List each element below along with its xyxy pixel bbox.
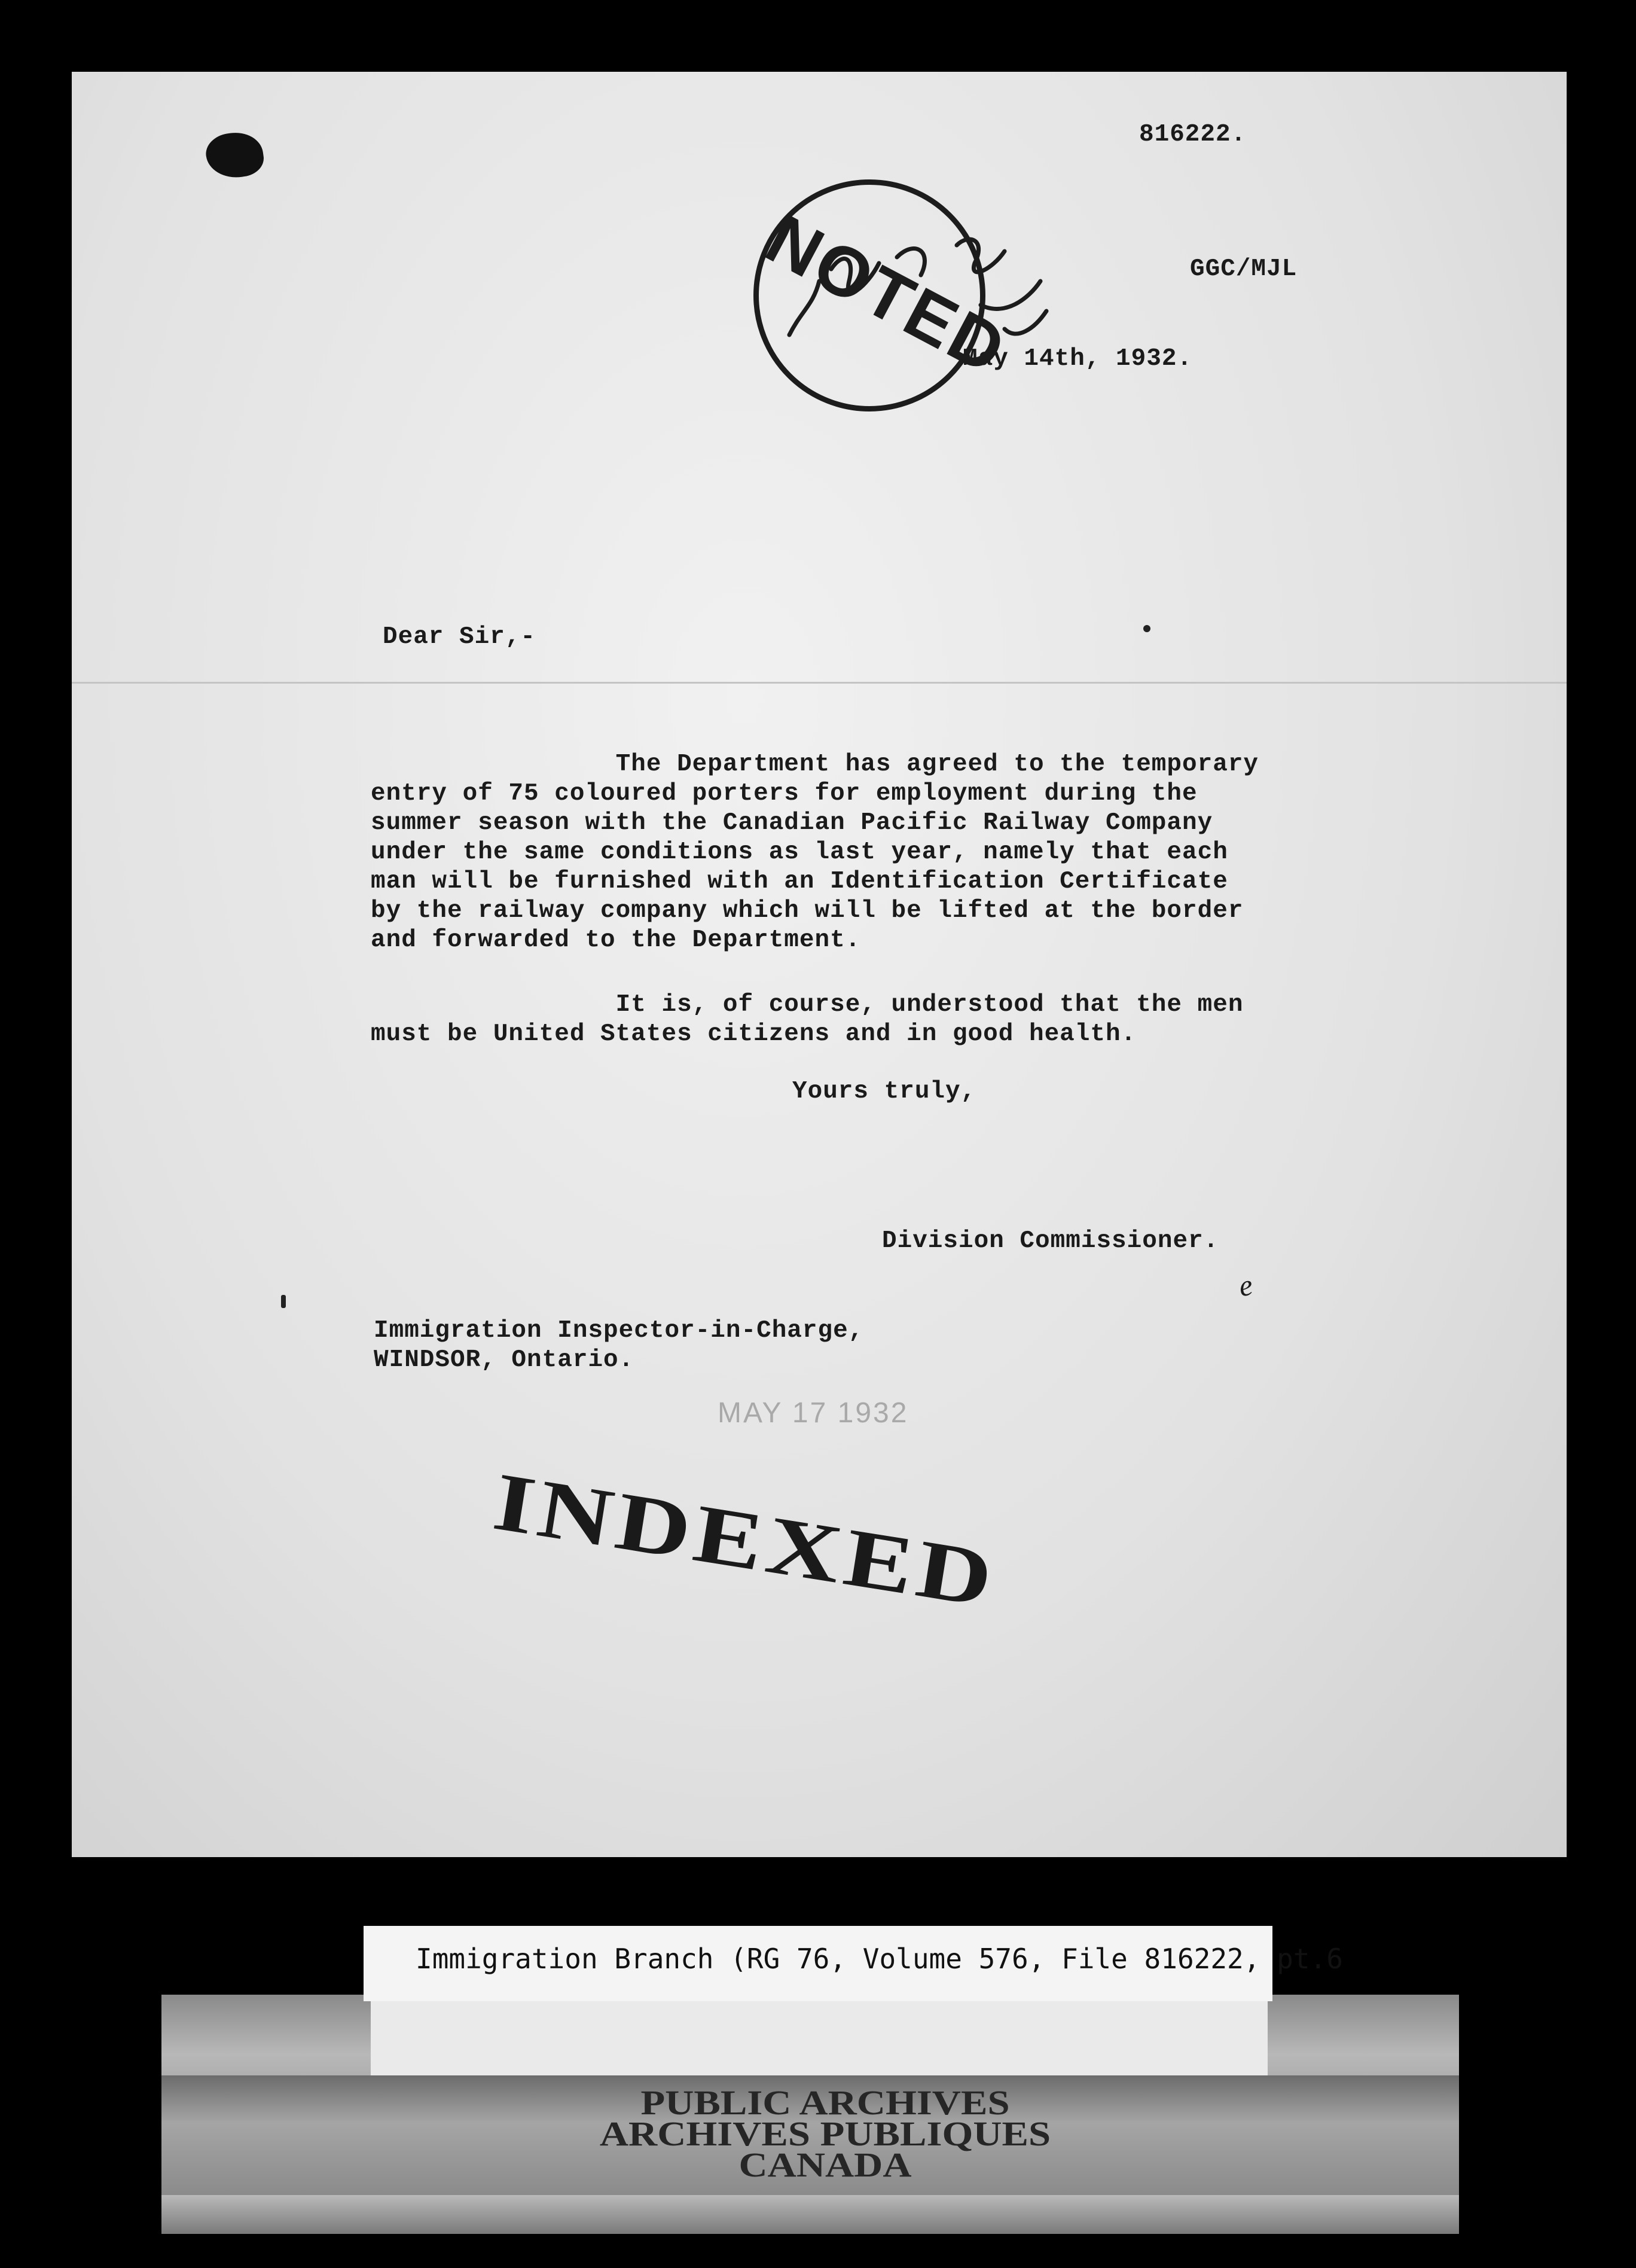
- addressee-line: Immigration Inspector-in-Charge,: [374, 1317, 864, 1345]
- reference-initials: GGC/MJL: [1190, 255, 1298, 283]
- ink-speck: [1143, 625, 1150, 632]
- received-date-stamp: MAY 17 1932: [718, 1397, 909, 1429]
- handwritten-mark: e: [1236, 1267, 1255, 1303]
- paragraph2-line: must be United States citizens and in good health.: [371, 1020, 1137, 1048]
- signer-title: Division Commissioner.: [882, 1227, 1219, 1255]
- paragraph1-line: entry of 75 coloured porters for employment during the: [371, 780, 1198, 807]
- salutation: Dear Sir,-: [383, 623, 536, 651]
- ink-speck: [281, 1295, 286, 1308]
- letter-date: May 14th, 1932.: [963, 345, 1193, 373]
- archive-stamp-line: CANADA: [738, 2145, 912, 2184]
- paragraph1-line: man will be furnished with an Identification Certificate: [371, 868, 1228, 895]
- public-archives-stamp: [526, 2083, 1124, 2184]
- paragraph1-line: under the same conditions as last year, namely that each: [371, 839, 1228, 866]
- paragraph1-line: The Department has agreed to the temporary: [371, 751, 1259, 778]
- paragraph1-line: by the railway company which will be lifted at the border: [371, 897, 1244, 925]
- archive-stamp-line: PUBLIC ARCHIVES: [640, 2083, 1010, 2122]
- indexed-stamp: INDEXED: [487, 1455, 1003, 1625]
- archive-stamp-line: ARCHIVES PUBLIQUES: [599, 2114, 1051, 2153]
- archive-tape-highlight: [371, 1995, 1268, 2078]
- closing: Yours truly,: [792, 1078, 976, 1105]
- paragraph2-line: It is, of course, understood that the men: [371, 991, 1244, 1019]
- paragraph1-line: summer season with the Canadian Pacific Railway Company: [371, 809, 1213, 837]
- archive-citation: Immigration Branch (RG 76, Volume 576, File 816222, pt.6: [416, 1943, 1343, 1975]
- noted-stamp-text: NOTED: [753, 199, 1020, 391]
- paragraph1-line: and forwarded to the Department.: [371, 926, 861, 954]
- addressee-line: WINDSOR, Ontario.: [374, 1346, 634, 1374]
- paper-fold-line: [72, 682, 1567, 684]
- file-number: 816222.: [1139, 121, 1247, 148]
- handwritten-initials: [777, 215, 1064, 395]
